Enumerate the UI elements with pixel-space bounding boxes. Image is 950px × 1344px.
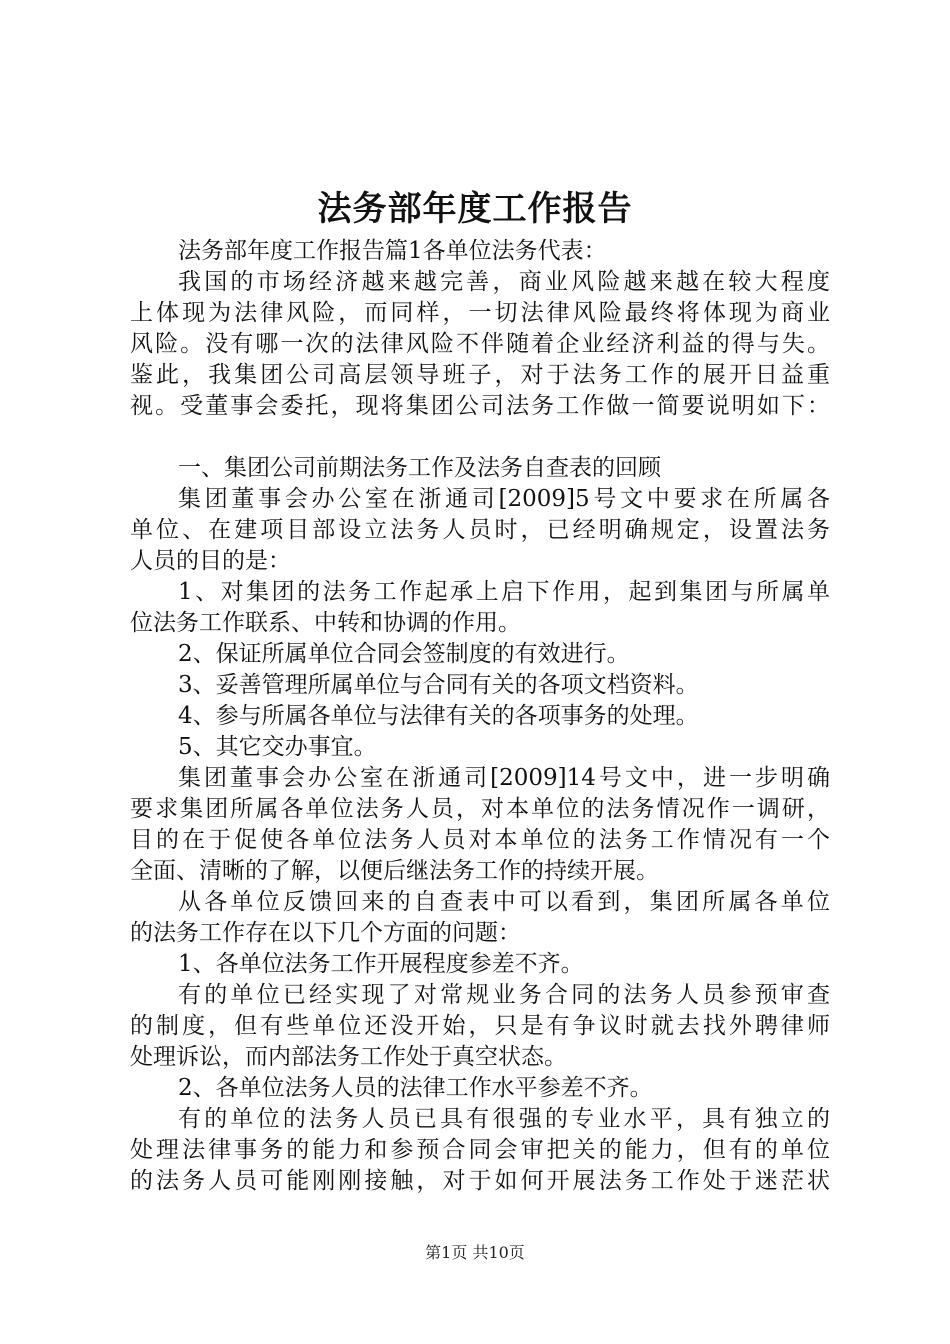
paragraph-line: 从各单位反馈回来的自查表中可以看到，集团所属各单位 (178, 889, 830, 915)
paragraph-line: 单位、在建项目部设立法务人员时，已经明确规定，设置法务 (130, 517, 830, 543)
paragraph-line: 视。受董事会委托，现将集团公司法务工作做一简要说明如下： (130, 393, 830, 419)
paragraph-line: 目的在于促使各单位法务人员对本单位的法务工作情况有一个 (130, 827, 830, 853)
list-item-line: 2、保证所属单位合同会签制度的有效进行。 (178, 641, 630, 667)
list-item-line: 2、各单位法务人员的法律工作水平参差不齐。 (178, 1075, 653, 1101)
paragraph-line: 上体现为法律风险，而同样，一切法律风险最终将体现为商业 (130, 300, 830, 326)
paragraph-line: 鉴此，我集团公司高层领导班子，对于法务工作的展开日益重 (130, 362, 830, 388)
list-item-line: 5、其它交办事宜。 (178, 734, 377, 760)
list-item-line: 1、各单位法务工作开展程度参差不齐。 (178, 951, 584, 977)
paragraph-line: 有的单位已经实现了对常规业务合同的法务人员参预审查 (178, 982, 830, 1008)
document-body (130, 236, 830, 1197)
paragraph-line: 集团董事会办公室在浙通司[2009]5号文中要求在所属各 (178, 486, 830, 512)
paragraph-line: 要求集团所属各单位法务人员，对本单位的法务情况作一调研， (130, 796, 830, 822)
page-footer: 第1页 共10页 (425, 1243, 525, 1262)
list-item-line: 3、妥善管理所属单位与合同有关的各项文档资料。 (178, 672, 699, 698)
paragraph-line: 风险。没有哪一次的法律风险不伴随着企业经济利益的得与失。 (130, 331, 830, 357)
list-item-line: 位法务工作联系、中转和协调的作用。 (130, 610, 521, 636)
paragraph-line: 的法务人员可能刚刚接触，对于如何开展法务工作处于迷茫状 (130, 1168, 830, 1194)
paragraph-line: 处理诉讼，而内部法务工作处于真空状态。 (130, 1044, 567, 1070)
list-item-line: 1、对集团的法务工作起承上启下作用，起到集团与所属单 (178, 579, 830, 605)
section-heading: 一、集团公司前期法务工作及法务自查表的回顾 (178, 455, 661, 481)
document-title: 法务部年度工作报告 (317, 189, 633, 229)
paragraph-line: 集团董事会办公室在浙通司[2009]14号文中，进一步明确 (178, 765, 830, 791)
list-item-line: 4、参与所属各单位与法律有关的各项事务的处理。 (178, 703, 699, 729)
paragraph-line: 人员的目的是： (130, 548, 291, 574)
paragraph-line: 处理法律事务的能力和参预合同会审把关的能力，但有的单位 (130, 1137, 830, 1163)
paragraph-line: 有的单位的法务人员已具有很强的专业水平，具有独立的 (178, 1106, 830, 1132)
paragraph-line: 我国的市场经济越来越完善，商业风险越来越在较大程度 (178, 269, 830, 295)
paragraph-line: 全面、清晰的了解，以便后继法务工作的持续开展。 (130, 858, 659, 884)
paragraph-line: 的制度，但有些单位还没开始，只是有争议时就去找外聘律师 (130, 1013, 830, 1039)
paragraph-line: 法务部年度工作报告篇1各单位法务代表： (178, 238, 607, 264)
paragraph-gap (130, 422, 830, 453)
paragraph-line: 的法务工作存在以下几个方面的问题： (130, 920, 521, 946)
